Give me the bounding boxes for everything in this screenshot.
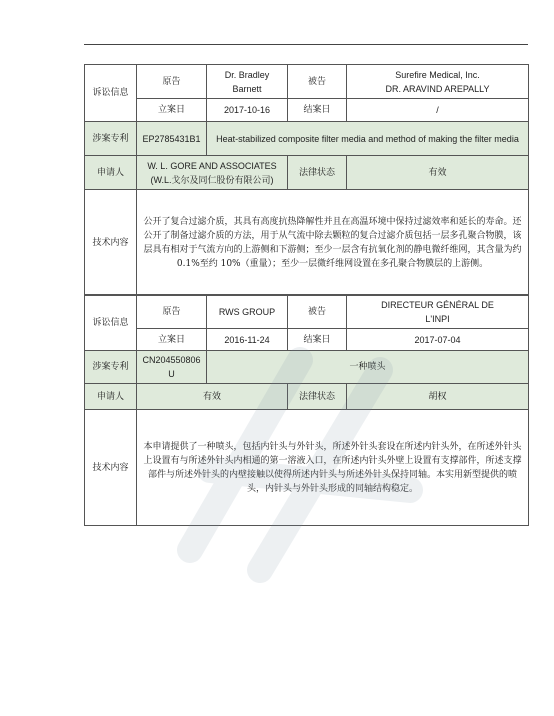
defendant-label: 被告 [288,295,347,329]
defendant-line-1: DIRECTEUR GÉNÉRAL DE [381,299,494,310]
applicant-line-1: W. L. GORE AND ASSOCIATES [147,160,277,171]
closed-date: / [347,99,529,122]
status-value: 胡权 [347,384,529,410]
case-table-1 [84,64,529,296]
patent-number-line-1: CN204550806 [142,355,201,365]
plaintiff-value: Dr. Bradley Barnett [207,65,288,99]
applicant-value [137,156,288,190]
filed-date: 2016-11-24 [207,329,288,351]
defendant-line-2: L'INPI [425,313,450,324]
defendant-value [347,65,529,99]
tech-content: 公开了复合过滤介质，其具有高度抗热降解性并且在高温环境中保持过滤效率和延长的寿命。还公开了制备过滤介质的方法，用于从气流中除去颗粒的复合过滤介质包括一层多孔聚合物膜，该层具有相对于气流方向的上游侧和下游侧；至少一层含有抗氧化剂的静电微纤维网，其含量为约 0.1%至约 10%（重量）；至少一层微纤维网设置在多孔聚合物膜层的上游侧。 [137,190,529,296]
applicant-label: 申请人 [85,156,137,190]
defendant-line-2: DR. ARAVIND AREPALLY [385,83,490,94]
tech-label: 技术内容 [85,410,137,526]
applicant-line-2: (W.L.戈尔及同仁股份有限公司) [150,174,274,185]
patent-number-line-2: U [168,369,175,379]
status-label: 法律状态 [288,384,347,410]
status-value: 有效 [347,156,529,190]
closed-date: 2017-07-04 [347,329,529,351]
patent-title: Heat-stabilized composite filter media and method of making the filter media [207,122,529,156]
patent-number [137,351,207,384]
filed-label: 立案日 [137,99,207,122]
plaintiff-value: RWS GROUP [207,295,288,329]
plaintiff-label: 原告 [137,295,207,329]
closed-label: 结案日 [288,99,347,122]
litigation-label: 诉讼信息 [85,295,137,351]
defendant-label: 被告 [288,65,347,99]
plaintiff-label: 原告 [137,65,207,99]
defendant-line-1: Surefire Medical, Inc. [395,69,480,80]
applicant-value: 有效 [137,384,288,410]
top-rule [84,44,528,45]
patent-label: 涉案专利 [85,122,137,156]
tech-content: 本申请提供了一种喷头，包括内针头与外针头，所述外针头套设在所述内针头外，在所述外针头上设置有与所述外针头内相通的第一溶液入口，在所述内针头外壁上设置有支撑部件，所述支撑部件与所述外针头的内壁接触以使得所述内针头与所述外针头保持同轴。本实用新型提供的喷头，内针头与外针头形成的同轴结构稳定。 [137,410,529,526]
filed-label: 立案日 [137,329,207,351]
patent-number: EP2785431B1 [137,122,207,156]
defendant-value [347,295,529,329]
status-label: 法律状态 [288,156,347,190]
applicant-label: 申请人 [85,384,137,410]
patent-label: 涉案专利 [85,351,137,384]
tech-label: 技术内容 [85,190,137,296]
litigation-label: 诉讼信息 [85,65,137,122]
patent-title: 一种喷头 [207,351,529,384]
case-table-2 [84,294,529,526]
filed-date: 2017-10-16 [207,99,288,122]
closed-label: 结案日 [288,329,347,351]
